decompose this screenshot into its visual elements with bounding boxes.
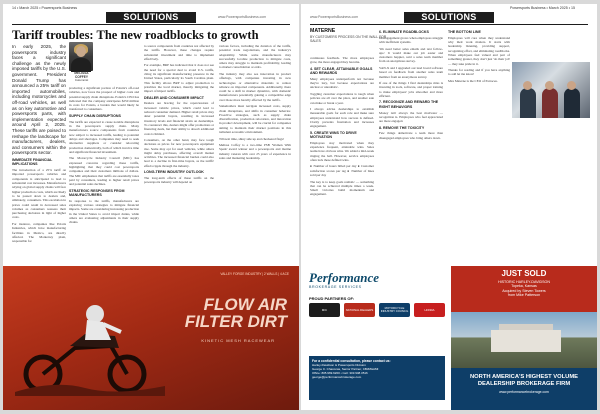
article-headline: Tariff troubles: The new roadblocks to growth — [12, 28, 259, 42]
just-sold-details — [451, 280, 597, 298]
divider — [310, 24, 588, 25]
paragraph: Disengagement grows when employees struggle with inefficient systems. — [379, 35, 443, 45]
ad-title-line-2: FILTER DIRT — [184, 312, 287, 331]
brokerage-advertisement[interactable] — [301, 266, 597, 410]
paragraph: 'We need better sales emails and text follow-ups.' It would make our job easier and customers happier, said a sales team member from an anonymous survey. — [379, 46, 443, 64]
paragraph: Employees will care when they understand why their work matters. It starts with leadership listening, providing support, recognizing effort, and eliminating roadblocks. When employees feel valued and part of something greater, they don't just 'do their job' — they take pride in it. — [448, 35, 510, 66]
right-page — [301, 4, 597, 410]
magazine-spread — [3, 4, 597, 410]
columnist-caption — [69, 72, 94, 83]
just-sold-title: JUST SOLD — [501, 269, 547, 278]
column-header — [310, 28, 390, 58]
subheading: 6. ELIMINATE ROADBLOCKS — [379, 30, 429, 34]
subheading: 7. RECOGNIZE AND REWARD THE RIGHT BEHAVIORS — [379, 100, 439, 109]
paragraph: producing a significant portion of Polaris's off-road vehicles, now faces the prospect of higher costs and potential supply chain disruptions. Polaris's CEO has indicated that the company anticipates $250 million in costs for Polaris, a burden that would likely be transferred to consumers. — [69, 86, 139, 112]
subheading: STRATEGIC RESPONSES FROM MANUFACTURERS — [69, 188, 125, 197]
section-banner: SOLUTIONS — [404, 12, 494, 23]
paragraph: Dealers are bracing for the repercussions of increased vehicle prices, which could lead to reduced consumer demand. Higher retail prices may deter potential buyers, resulting in increased inventory levels and financial strain on dealerships. To counteract this, dealers might offer promotions or financing deals, but their ability to absorb additional costs is limited. — [144, 101, 214, 136]
partner-logo: MOTORCYCLE INDUSTRY COUNCIL — [379, 303, 410, 317]
paragraph: The introduction of a 25% tariff on imported powersports vehicles and components is anticipated to lead to substantial cost increases. Manufacturers relying on global supply chains will face higher production costs, which are likely to be passed down to dealers and, ultimately, consumers. This escalation in prices could result in decreased sales volumes as consumers reassess their purchasing decisions in light of higher costs. — [12, 168, 66, 220]
ad-headline — [185, 296, 287, 330]
paragraph: The key is to keep goals realistic — something that can be achieved multiple times a week. Small victories build momentum and engagement. — [310, 179, 374, 197]
paragraph: Thanks for reading and if you have anything to add let me know! — [448, 68, 510, 77]
subheading: 8. REMOVE THE TOXICITY — [379, 125, 425, 130]
brokerage-ad-left — [301, 266, 451, 410]
banner-line-1: NORTH AMERICA'S HIGHEST VOLUME — [469, 374, 579, 380]
paragraph: VAN-X and I upgraded our lead board software based on feedback from another sales team member from an anonymous survey. — [379, 65, 443, 79]
paragraph: Employees stay motivated when they experience frequent, attainable wins. Sales teams have obvious wins. We added a mid-week ringing the bell. However, service employees often lack these defined wins. — [310, 140, 374, 162]
paragraph: various factors, including the duration of the tariffs, potential trade negotiations, and the industry's adaptability. While some manufacturers may successfully localize production to mitigate costs, others may struggle to maintain profitability, leading to market consolidation or exits. — [219, 44, 291, 70]
paragraph: The long-term effects of these tariffs on the powersports industry will depend on — [144, 176, 214, 185]
contact-heading: For a confidential consultation, please contact us: — [312, 359, 391, 363]
paragraph: Many employees underperform not because they're lazy, but because expectations are unclear or unrealistic. — [310, 76, 374, 90]
paragraph: Consumers, on the other hand, may face tough decisions as prices for new powersports equipment rise. Some may opt for used vehicles, while others might delay purchases, affecting overall market activities. The increased financial burden could also lead to a decline in first-time buyers, as the tariffs' effects ripple through the industry. — [144, 138, 214, 168]
paragraph: For example, BRP has indicated that it does not see the need for a special deal to avoid U.S. tariffs, citing its significant manufacturing presence in the United States, particularly its South Carolina plant. This facility allows BRP to adjust production to prioritize the local market, thereby mitigating the impact of import tariffs. — [144, 63, 214, 94]
columnist-role: Columnist — [74, 78, 89, 82]
section-banner: SOLUTIONS — [106, 12, 196, 23]
paragraph: Till next time, shiny side up and checkered flags! — [219, 136, 284, 141]
contact-name: George C. Chaconas, Senior Partner, CBI/M&AMI — [312, 367, 379, 371]
column-3 — [448, 28, 510, 118]
columnist-name: MELISSA COFFEY — [74, 71, 89, 79]
subheading: 5. CREATE WINS TO DRIVE MOTIVATION — [310, 130, 357, 139]
feature-advertisement[interactable] — [3, 266, 299, 410]
paragraph: I always advise dealerships to establish measurable goals for each role and make sure employees understand how success is defined. Clarity prevents frustration and increases engagement. — [310, 107, 374, 129]
partner-logo: NATIONAL DEALERS — [344, 303, 375, 317]
sold-seller: from Mike Patterson — [507, 293, 541, 298]
banner-line-2: DEALERSHIP BROKERAGE FIRM — [477, 381, 571, 387]
subheading: SUPPLY CHAIN DISRUPTIONS — [69, 113, 121, 118]
folio: Powersports Business • March 2025 • 15 — [510, 6, 576, 10]
just-sold-banner — [451, 266, 597, 312]
site-url: www.PowersportsBusiness.com — [218, 15, 267, 19]
brokerage-name: Performance — [309, 270, 380, 285]
subheading: 4. SET CLEAR, ATTAINABLE GOALS AND REWARDS — [310, 66, 373, 76]
folio: 14 • March 2025 • Powersports Business — [12, 6, 78, 10]
partner-logo: MIC — [309, 303, 340, 317]
left-page — [3, 4, 299, 410]
column-3 — [144, 44, 214, 264]
contact-division: Harley-Davidson & Powersports Division — [312, 363, 366, 367]
column-2 — [69, 86, 139, 264]
brokerage-website[interactable]: www.performancebrokerage.com — [499, 390, 549, 394]
paragraph: Toggling customer expectations is tough when policies are all over the place, and another sale can make or break a year. — [310, 91, 374, 105]
column-4 — [219, 44, 291, 264]
columnist-photo — [69, 42, 93, 71]
brokerage-banner — [451, 368, 597, 410]
sold-buyer: Acquired by Steven Towers — [502, 288, 546, 293]
subheading: LONG-TERM INDUSTRY OUTLOOK — [144, 170, 204, 175]
subheading: THE BOTTOM LINE — [448, 30, 481, 34]
office-meeting-photo — [512, 62, 590, 118]
subheading: IMMEDIATE FINANCIAL IMPLICATIONS — [12, 158, 53, 167]
paragraph: If one of the things I find dealerships miss is investing in tools, software, and proper training to make employees' jobs smoother and more efficient. — [379, 81, 443, 98]
dirtbike-rider-illustration — [15, 296, 165, 396]
column-1 — [12, 44, 66, 264]
column-2 — [379, 28, 443, 264]
paragraph: to source components from countries not affected by the tariffs. However, these changes require substantial investment and time to implement effectively. — [144, 44, 214, 61]
contact-box — [309, 356, 445, 400]
column-1 — [310, 56, 374, 264]
partners-label: PROUD PARTNERS OF: — [309, 296, 355, 301]
sold-dealer: HISTORIC HARLEY-DAVIDSON — [498, 280, 550, 284]
subheading: DEALER AND CONSUMER IMPACT — [144, 95, 204, 100]
paragraph: In response to the tariffs, manufacturers are exploring various strategies to mitigate financial impacts. Some are considering increasing production in the United States to avoid import duties, while others are evaluating adjustments in their supply chains. — [69, 198, 139, 225]
divider — [12, 24, 290, 25]
paragraph: Max Materne is the CEO of Parracea. — [448, 78, 498, 83]
paragraph: Few things demotivate a team more than disengaged employees who bring others down. — [379, 131, 443, 140]
brokerage-logo — [309, 270, 419, 292]
lead-paragraph: In early 2025, the powersports industry faces a significant challenge as the newly imposed tariffs by the U.S. government. President Donald Trump has announced a 25% tariff on imported automobiles, including motorcycles and off-road vehicles, as well as on key automotive and powersports parts, with implementation expected around April 2, 2025. These tariffs are poised to reshape the landscape for manufacturers, dealers, and consumers within the powersports sector. — [12, 44, 66, 156]
paragraph: Money isn't always the best motivator — recognition is. Employees who feel appreciated are more engaged. — [379, 110, 443, 124]
dealership-photo — [451, 312, 597, 368]
paragraph: Melissa Coffey is a two-time PSB 'Women With Spark' award winner and a powersports and marine industry veteran with over 25 years of experience in sales and marketing leadership. — [219, 142, 291, 160]
just-sold-panel — [451, 266, 597, 410]
ad-title-line-1: FLOW AIR — [203, 295, 287, 314]
site-url: www.PowersportsBusiness.com — [310, 15, 359, 19]
ad-tagline: KINETIC MESH RACEWEAR — [201, 338, 275, 343]
paragraph: The industry may also see innovation in product offerings, with companies investing in new technologies or alternative materials to reduce reliance on imported components. Additionally, there could be a shift in market dynamics, with domestic manufacturers potentially gaining a competitive edge over those more heavily affected by the tariffs. — [219, 71, 291, 102]
paragraph: ● Number of hours billed per day ● Customer satisfaction scores per tag ● Number of lines sold per day — [310, 164, 374, 178]
ad-label: VALLEY FORGE INDUSTRY | 2 WALLS | 4 ACE — [220, 272, 289, 276]
partner-logos — [309, 303, 445, 319]
paragraph: continuous feedback. The more employees grow, the more engaged they become. — [310, 56, 374, 65]
paragraph: The Motorcycle Industry Council (MIC) has expressed concerns regarding these tariffs, highlighting that they could cost powersports companies and their customers millions of dollars. The MIC emphasizes that tariffs are essentially taxes paid by consumers, leading to higher retail prices and potential sales declines. — [69, 156, 139, 187]
paragraph: The tariffs are expected to cause notable disruptions in the powersports supply chain. Many manufacturers source components from countries now subject to increased tariffs, leading to potential delays and shortages. Companies may need to seek alternative suppliers or consider relocating production domestically, both of which involve time and significant financial investment. — [69, 119, 139, 154]
column-1-body — [12, 158, 66, 243]
partner-logo: HONDA — [414, 303, 445, 317]
contact-email[interactable]: george@performancebrokerage.com — [312, 375, 362, 379]
contact-phone: Office: 805.969.6200 • Cell: 303.948.3516 — [312, 371, 368, 375]
columnist-brand: MATERNE — [310, 28, 336, 34]
paragraph: Stakeholders must navigate increased costs, supply chain disruptions, and shifts in consumer behavior. Proactive strategies, such as supply chain diversification, production relocation, and innovation in product development, will be crucial for companies aiming to maintain their market positions in this turbulent economic environment. — [219, 104, 291, 135]
column-subtitle: BY CUSTOMERS PROCESS ON THE WALL FOR SALES — [310, 35, 387, 44]
sold-location: Topeka, Kansas — [511, 284, 537, 289]
paragraph: For instance, companies like Polaris Industries, which have manufacturing facilities in Mexico, are directly affected. The Monterrey plant, responsible for — [12, 221, 66, 244]
brokerage-sub: BROKERAGE SERVICES — [309, 285, 362, 289]
